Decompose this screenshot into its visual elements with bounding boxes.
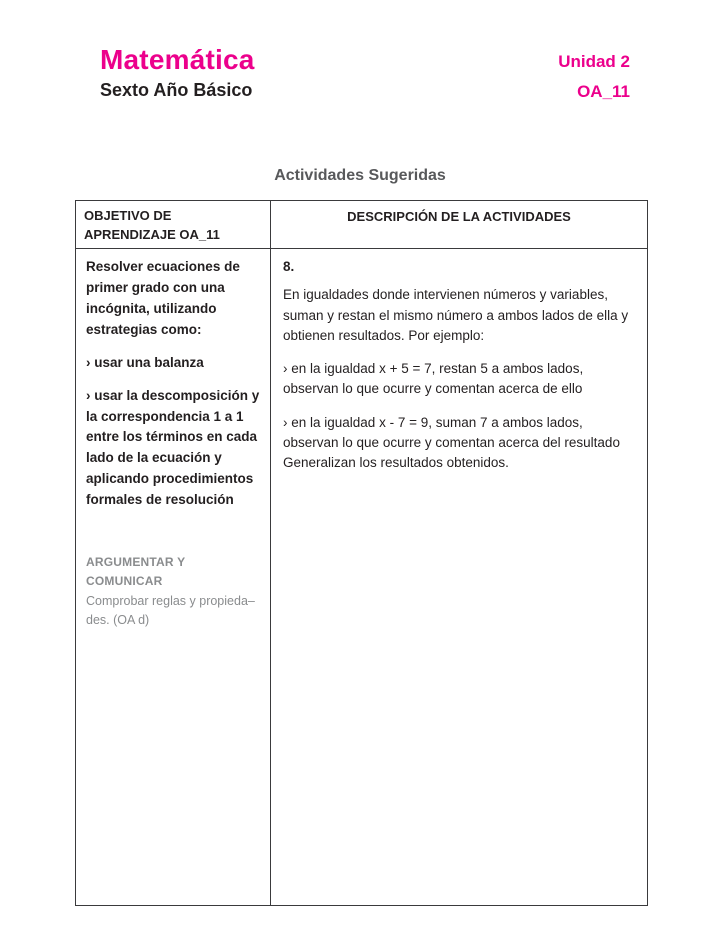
objective-bullet-2: › usar la descomposición y la correspondencia 1 a 1 entre los términos en cada lado de la ecuación y aplicando procedimientos formales de resolución: [86, 387, 260, 508]
activity-bullet-1: › en la igualdad x + 5 = 7, restan 5 a ambos lados, observan lo que ocurre y comentan acerca de ello: [283, 361, 584, 397]
document-header: [100, 44, 630, 102]
skill-note-title: ARGUMENTAR Y COMUNICAR: [86, 555, 186, 588]
grade-level: Sexto Año Básico: [100, 80, 253, 100]
activity-bullet-2: › en la igualdad x - 7 = 9, suman 7 a ambos lados, observan lo que ocurre y comentan acerca del resultado Generalizan los resultados obtenidos.: [283, 414, 620, 470]
objective-bullet-1: › usar una balanza: [86, 354, 204, 370]
header-right: [558, 44, 630, 102]
oa-label: OA_11: [577, 82, 630, 101]
table-header-description: DESCRIPCIÓN DE LA ACTIVIDADES: [271, 201, 647, 249]
subject-title: Matemática: [100, 44, 255, 75]
skill-note: [86, 553, 260, 630]
page-title: Actividades Sugeridas: [274, 167, 446, 184]
objective-intro: Resolver ecuaciones de primer grado con una incógnita, utilizando estrategias como:: [86, 259, 240, 337]
activity-number: 8.: [283, 259, 295, 274]
activity-intro: En igualdades donde intervienen números y variables, suman y restan el mismo número a ambos lados de ella y obtienen resultados. Por ejemplo:: [283, 287, 629, 343]
objective-cell: [76, 249, 271, 905]
skill-note-body: Comprobar reglas y propieda–des. (OA d): [86, 594, 255, 628]
activity-cell: [271, 249, 647, 905]
unit-label: Unidad 2: [558, 52, 630, 71]
header-left: [100, 44, 255, 101]
activities-table: [75, 200, 648, 906]
table-header-objective: OBJETIVO DE APRENDIZAJE OA_11: [76, 201, 271, 249]
